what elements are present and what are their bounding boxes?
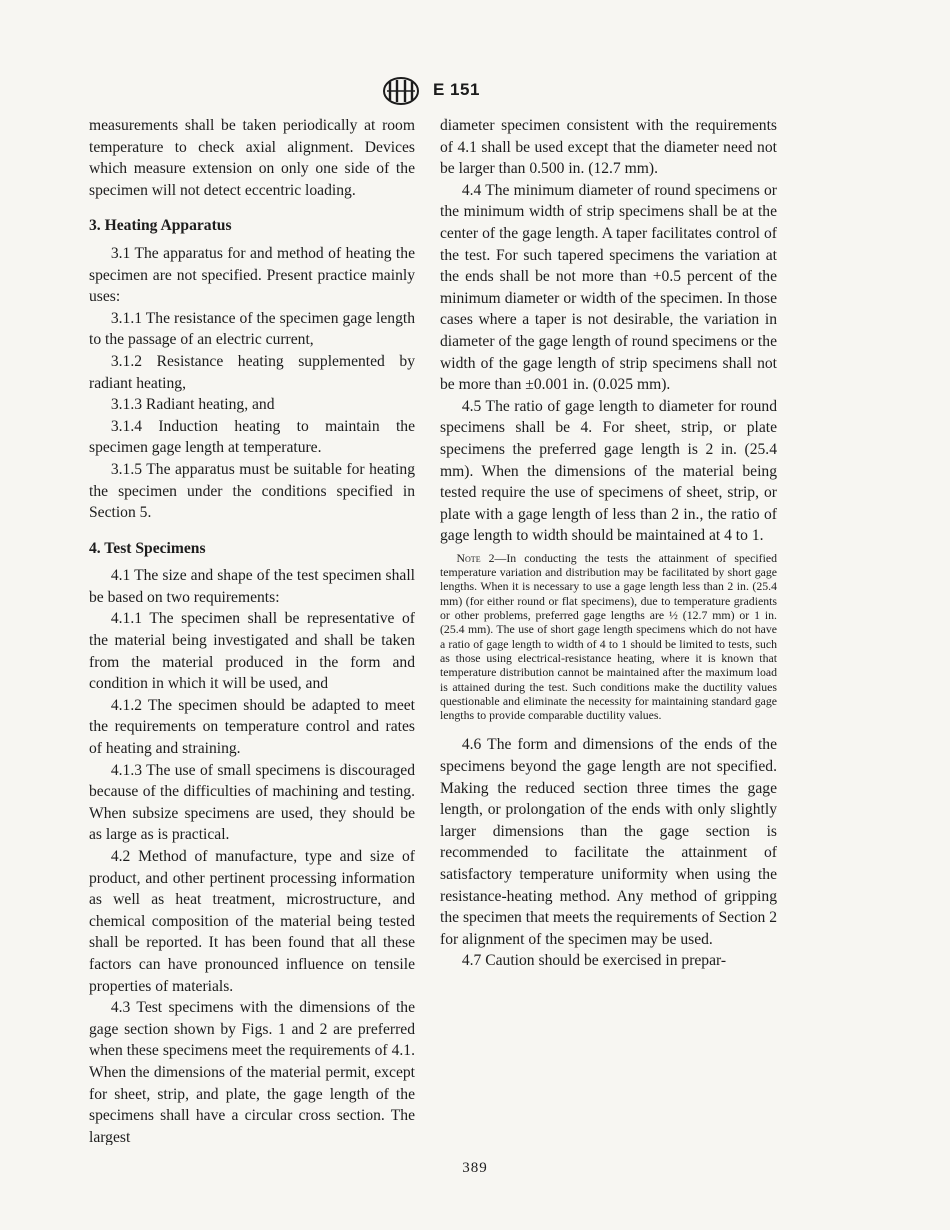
- paragraph-4-6: 4.6 The form and dimensions of the ends of the specimens beyond the gage length are not specified. Making the reduced section three times the gage length, or prolongation of the ends with only slightly larger dimensions than the gage section is recommended to facilitate the attainment of satisfactory temperature uniformity when using the resistance-heating method. Any method of gripping the specimen that meets the requirements of Section 2 for alignment of the specimen may be used.: [440, 736, 777, 948]
- astm-logo-icon: [381, 76, 421, 106]
- paragraph-3-1-1: 3.1.1 The resistance of the specimen gage length to the passage of an electric current,: [89, 309, 415, 349]
- paragraph-4-1-2: 4.1.2 The specimen should be adapted to meet the requirements on temperature control and rates of heating and straining.: [89, 696, 415, 758]
- paragraph-4-3: 4.3 Test specimens with the dimensions of the gage section shown by Figs. 1 and 2 are preferred when these specimens meet the requirements of 4.1. When the dimensions of the material permit, except for sheet, strip, and plate, the gage length of the specimens shall have a circular cross section. The largest: [89, 999, 415, 1145]
- paragraph-3-1-3: 3.1.3 Radiant heating, and: [110, 396, 275, 414]
- paragraph-4-1-3: 4.1.3 The use of small specimens is discouraged because of the difficulties of machining and testing. When subsize specimens are used, they should be as large as is practical.: [89, 761, 415, 844]
- paragraph-4-1-1: 4.1.1 The specimen shall be representative of the material being investigated and shall be taken from the material produced in the form and condition in which it will be used, and: [89, 610, 415, 693]
- paragraph-continued: measurements shall be taken periodically at room temperature to check axial alignment. Devices which measure extension on only one side of the specimen will not detect eccentric loading.: [89, 117, 415, 199]
- note-label: Note 2: [456, 550, 495, 565]
- paragraph-3-1-2: 3.1.2 Resistance heating supplemented by radiant heating,: [89, 352, 415, 392]
- paragraph-4-7: 4.7 Caution should be exercised in prepar-: [461, 952, 727, 970]
- paragraph-continued: diameter specimen consistent with the requirements of 4.1 shall be used except that the diameter need not be larger than 0.500 in. (12.7 mm).: [440, 117, 777, 178]
- standard-designation: E 151: [433, 80, 480, 99]
- note-text: —In conducting the tests the attainment of specified temperature variation and distribution may be facilitated by short gage lengths. When it is necessary to use a gage length less than 2 in. (25.4 mm) (for either round or flat specimens), due to temperature gradients or other problems, preferred gage lengths are ½ (12.7 mm) or 1 in. (25.4 mm). The use of short gage length specimens which do not have a ratio of gage length to width of 4 to 1 should be limited to tests, such as those using electrical-resistance heating, where it is known that temperature distribution cannot be maintained after the maximum load is attained during the test. Such conditions make the ductility values questionable and eliminate the necessity for maintaining standard gage lengths to provide comparable ductility values.: [440, 550, 777, 723]
- section-heading-test-specimens: 4. Test Specimens: [89, 539, 206, 557]
- paragraph-4-5: 4.5 The ratio of gage length to diameter for round specimens shall be 4. For sheet, strip, or plate specimens the preferred gage length is 2 in. (25.4 mm). When the dimensions of the material being tested require the use of specimens of sheet, strip, or plate with a gage length of less than 2 in., the ratio of gage length to width should be maintained at 4 to 1.: [440, 397, 777, 545]
- paragraph-3-1-5: 3.1.5 The apparatus must be suitable for heating the specimen under the conditions specified in Section 5.: [89, 460, 415, 522]
- note-2: [440, 551, 777, 723]
- page-number: 389: [462, 1160, 488, 1176]
- paragraph-3-1: 3.1 The apparatus for and method of heating the specimen are not specified. Present practice mainly uses:: [89, 244, 415, 306]
- page-header: [0, 74, 950, 110]
- paragraph-3-1-4: 3.1.4 Induction heating to maintain the specimen gage length at temperature.: [89, 417, 415, 457]
- paragraph-4-4: 4.4 The minimum diameter of round specimens or the minimum width of strip specimens shall be at the center of the gage length. A taper facilitates control of the test. For such tapered specimens the variation at the ends shall be not more than +0.5 percent of the minimum diameter or width of the specimen. In those cases where a taper is not desirable, the variation in diameter of the gage length of round specimens or the width of the gage length of strip specimens shall not be more than ±0.001 in. (0.025 mm).: [440, 181, 777, 394]
- section-heading-heating-apparatus: 3. Heating Apparatus: [89, 217, 232, 235]
- paragraph-4-2: 4.2 Method of manufacture, type and size of product, and other pertinent processing information as well as heat treatment, microstructure, and chemical composition of the material being tested shall be reported. It has been found that all these factors can have pronounced influence on tensile properties of materials.: [89, 848, 415, 995]
- paragraph-4-1: 4.1 The size and shape of the test specimen shall be based on two requirements:: [89, 567, 415, 606]
- right-column: [440, 115, 777, 1145]
- left-column: [89, 115, 415, 1145]
